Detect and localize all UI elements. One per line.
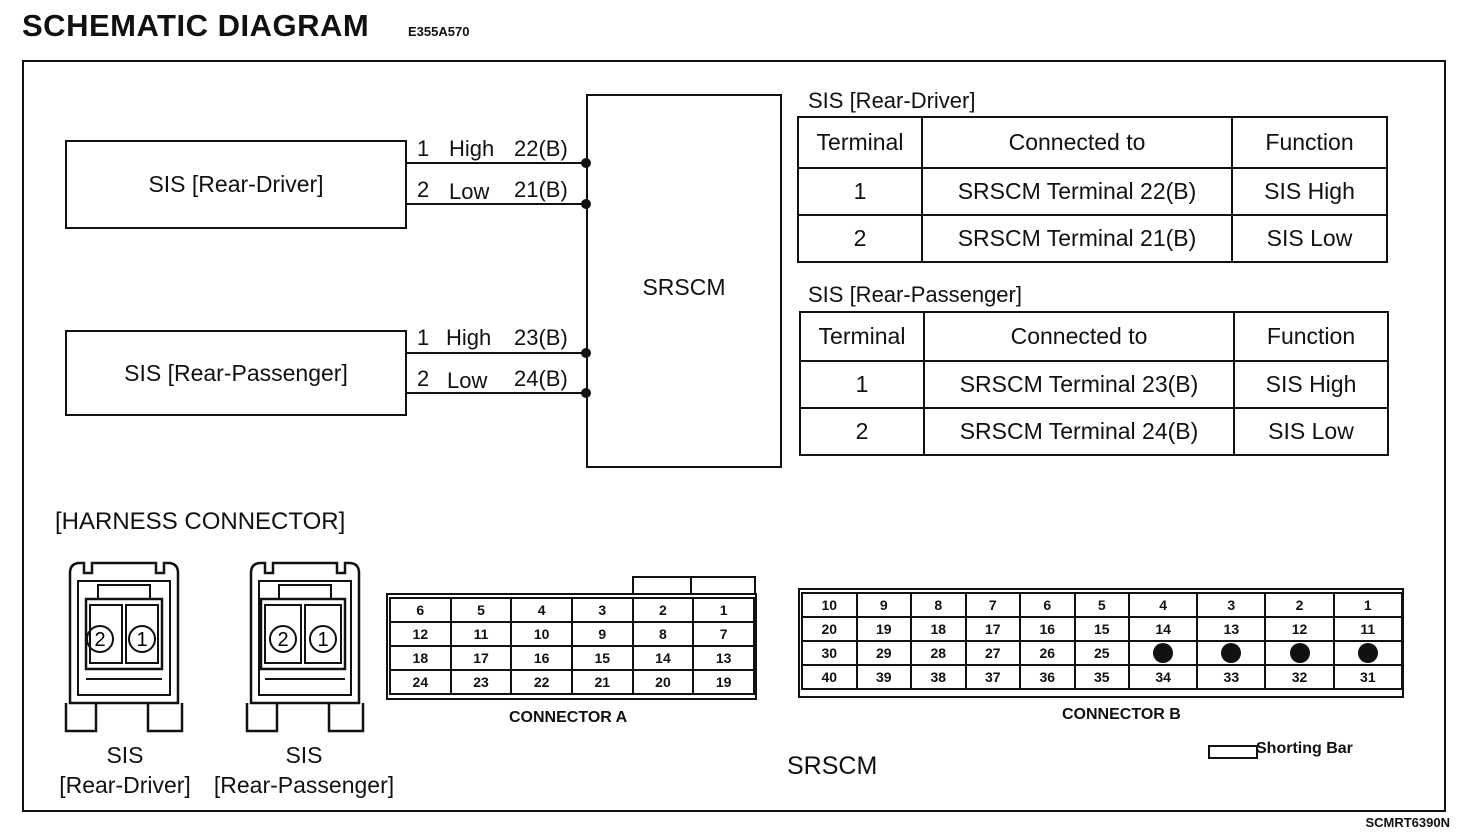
connector-pin: 12 xyxy=(390,622,451,646)
connector-pin: 20 xyxy=(633,670,694,694)
sis-rear-passenger-table xyxy=(799,311,1389,456)
connector-pin: 14 xyxy=(633,646,694,670)
connector-pin: 15 xyxy=(572,646,633,670)
connector-pin: 4 xyxy=(1129,593,1197,617)
shorting-bar-legend-icon xyxy=(1208,745,1258,759)
wire-driver-low xyxy=(407,203,586,205)
pin-number: 2 xyxy=(417,366,430,391)
connector-pin: 2 xyxy=(633,598,694,622)
page-title: SCHEMATIC DIAGRAM xyxy=(22,8,370,43)
pin-label: 2 xyxy=(94,629,106,651)
connector-pin: 7 xyxy=(693,622,754,646)
connector-pin: 6 xyxy=(1020,593,1075,617)
pin-name: High xyxy=(446,325,492,350)
caption-line: [Rear-Driver] xyxy=(59,772,191,798)
connector-pin: 9 xyxy=(857,593,912,617)
connector-pin: 1 xyxy=(1334,593,1402,617)
connector-pin: 12 xyxy=(1265,617,1333,641)
connector-pin: 22 xyxy=(511,670,572,694)
connector-pin: 16 xyxy=(511,646,572,670)
connector-pin: 10 xyxy=(802,593,857,617)
connector-pin: 10 xyxy=(511,622,572,646)
sis-rear-passenger-connector-icon xyxy=(243,555,367,735)
connector-pin: 23 xyxy=(451,670,512,694)
junction-dot xyxy=(581,158,591,168)
connector-pin: 11 xyxy=(451,622,512,646)
junction-dot xyxy=(581,199,591,209)
connector-row xyxy=(390,646,754,670)
connector-pin: 16 xyxy=(1020,617,1075,641)
table-title-rear-driver: SIS [Rear-Driver] xyxy=(808,88,976,113)
connector-pin: 25 xyxy=(1075,641,1130,665)
pin-terminal: 24(B) xyxy=(514,366,568,391)
sis-rear-driver-connector-icon xyxy=(62,555,186,735)
pin-name: High xyxy=(449,136,495,161)
column-header: Terminal xyxy=(798,117,922,168)
sis-rear-passenger-label: SIS [Rear-Passenger] xyxy=(124,359,348,386)
connector-pin: 11 xyxy=(1334,617,1402,641)
table-row xyxy=(798,215,1387,262)
connector-row xyxy=(390,598,754,622)
connector-pin: 39 xyxy=(857,665,912,689)
table-cell: 2 xyxy=(798,215,922,262)
pin-terminal: 21(B) xyxy=(514,177,568,202)
table-cell: SRSCM Terminal 23(B) xyxy=(924,361,1234,408)
connector-pin: 17 xyxy=(966,617,1021,641)
junction-dot xyxy=(581,388,591,398)
connector-pin: 8 xyxy=(911,593,966,617)
pin-number: 2 xyxy=(417,177,430,202)
table-cell: 1 xyxy=(798,168,922,215)
connector-pin: 21 xyxy=(572,670,633,694)
connector-pin: 40 xyxy=(802,665,857,689)
filled-circle-icon xyxy=(1221,643,1241,663)
table-row xyxy=(800,361,1388,408)
table-cell: 2 xyxy=(800,408,924,455)
connector-pin: 19 xyxy=(693,670,754,694)
connector-pin: 4 xyxy=(511,598,572,622)
connector-pin: 2 xyxy=(1265,593,1333,617)
table-cell: SIS High xyxy=(1232,168,1387,215)
shorting-pin-dot xyxy=(1334,641,1402,665)
filled-circle-icon xyxy=(1358,643,1378,663)
connector-pin: 26 xyxy=(1020,641,1075,665)
connector-pin: 24 xyxy=(390,670,451,694)
connector-pin: 31 xyxy=(1334,665,1402,689)
column-header: Terminal xyxy=(800,312,924,361)
diagram-code: E355A570 xyxy=(408,24,470,39)
column-header: Connected to xyxy=(924,312,1234,361)
table-cell: SIS Low xyxy=(1232,215,1387,262)
srscm-caption: SRSCM xyxy=(787,752,878,780)
shorting-pin-dot xyxy=(1197,641,1265,665)
connector-pin: 28 xyxy=(911,641,966,665)
connector-pin: 18 xyxy=(911,617,966,641)
connector-a-latch xyxy=(632,576,756,594)
connector-pin: 6 xyxy=(390,598,451,622)
sis-rear-driver-box xyxy=(65,140,407,229)
pin-terminal: 22(B) xyxy=(514,136,568,161)
sis-rear-passenger-caption xyxy=(203,740,405,800)
connector-pin: 36 xyxy=(1020,665,1075,689)
shorting-pin-dot xyxy=(1265,641,1333,665)
pin-label: 1 xyxy=(136,629,148,651)
pin-terminal: 23(B) xyxy=(514,325,568,350)
srscm-box xyxy=(586,94,782,468)
pin-label: 1 xyxy=(317,629,329,651)
connector-a-label: CONNECTOR A xyxy=(509,709,628,726)
junction-dot xyxy=(581,348,591,358)
caption-line: SIS xyxy=(285,742,323,768)
connector-pin: 13 xyxy=(693,646,754,670)
connector-pin: 19 xyxy=(857,617,912,641)
filled-circle-icon xyxy=(1153,643,1173,663)
pin-number: 1 xyxy=(417,325,430,350)
connector-pin: 32 xyxy=(1265,665,1333,689)
connector-pin: 20 xyxy=(802,617,857,641)
connector-pin: 27 xyxy=(966,641,1021,665)
connector-pin: 5 xyxy=(451,598,512,622)
table-row xyxy=(798,168,1387,215)
connector-a-grid xyxy=(389,597,755,695)
column-header: Connected to xyxy=(922,117,1232,168)
pin-label: 2 xyxy=(277,629,289,651)
table-cell: SRSCM Terminal 21(B) xyxy=(922,215,1232,262)
table-cell: SRSCM Terminal 24(B) xyxy=(924,408,1234,455)
connector-pin: 5 xyxy=(1075,593,1130,617)
column-header: Function xyxy=(1232,117,1387,168)
srscm-label: SRSCM xyxy=(642,274,726,300)
connector-pin: 7 xyxy=(966,593,1021,617)
connector-b-label: CONNECTOR B xyxy=(1062,706,1181,723)
connector-pin: 17 xyxy=(451,646,512,670)
connector-pin: 38 xyxy=(911,665,966,689)
table-title-rear-passenger: SIS [Rear-Passenger] xyxy=(808,282,1022,307)
table-cell: SIS Low xyxy=(1234,408,1388,455)
connector-pin: 18 xyxy=(390,646,451,670)
connector-pin: 3 xyxy=(1197,593,1265,617)
wire-passenger-low xyxy=(407,392,586,394)
sis-rear-passenger-box xyxy=(65,330,407,416)
connector-a-latch-divider xyxy=(690,576,692,594)
connector-b-grid xyxy=(801,592,1403,690)
connector-pin: 34 xyxy=(1129,665,1197,689)
connector-pin: 3 xyxy=(572,598,633,622)
connector-pin: 8 xyxy=(633,622,694,646)
wire-driver-high xyxy=(407,162,586,164)
connector-pin: 35 xyxy=(1075,665,1130,689)
connector-row xyxy=(390,622,754,646)
caption-line: [Rear-Passenger] xyxy=(213,772,395,798)
connector-pin: 37 xyxy=(966,665,1021,689)
table-cell: SRSCM Terminal 22(B) xyxy=(922,168,1232,215)
caption-line: SIS xyxy=(106,742,144,768)
connector-pin: 29 xyxy=(857,641,912,665)
connector-pin: 1 xyxy=(693,598,754,622)
shorting-bar-legend-label: Shorting Bar xyxy=(1256,740,1353,757)
table-row xyxy=(800,408,1388,455)
connector-row xyxy=(802,665,1402,689)
pin-number: 1 xyxy=(417,136,430,161)
harness-connector-title: [HARNESS CONNECTOR] xyxy=(55,508,346,535)
connector-pin: 9 xyxy=(572,622,633,646)
sis-rear-driver-caption xyxy=(50,740,200,800)
connector-pin: 14 xyxy=(1129,617,1197,641)
sis-rear-driver-label: SIS [Rear-Driver] xyxy=(148,171,324,197)
connector-row xyxy=(390,670,754,694)
table-cell: 1 xyxy=(800,361,924,408)
figure-code: SCMRT6390N xyxy=(1365,815,1450,830)
filled-circle-icon xyxy=(1290,643,1310,663)
connector-row xyxy=(802,617,1402,641)
shorting-pin-dot xyxy=(1129,641,1197,665)
connector-pin: 15 xyxy=(1075,617,1130,641)
connector-row xyxy=(802,593,1402,617)
pin-name: Low xyxy=(449,179,490,204)
table-cell: SIS High xyxy=(1234,361,1388,408)
connector-row xyxy=(802,641,1402,665)
column-header: Function xyxy=(1234,312,1388,361)
connector-pin: 33 xyxy=(1197,665,1265,689)
connector-pin: 13 xyxy=(1197,617,1265,641)
pin-name: Low xyxy=(447,368,488,393)
wire-passenger-high xyxy=(407,352,586,354)
sis-rear-driver-table xyxy=(797,116,1388,263)
connector-pin: 30 xyxy=(802,641,857,665)
